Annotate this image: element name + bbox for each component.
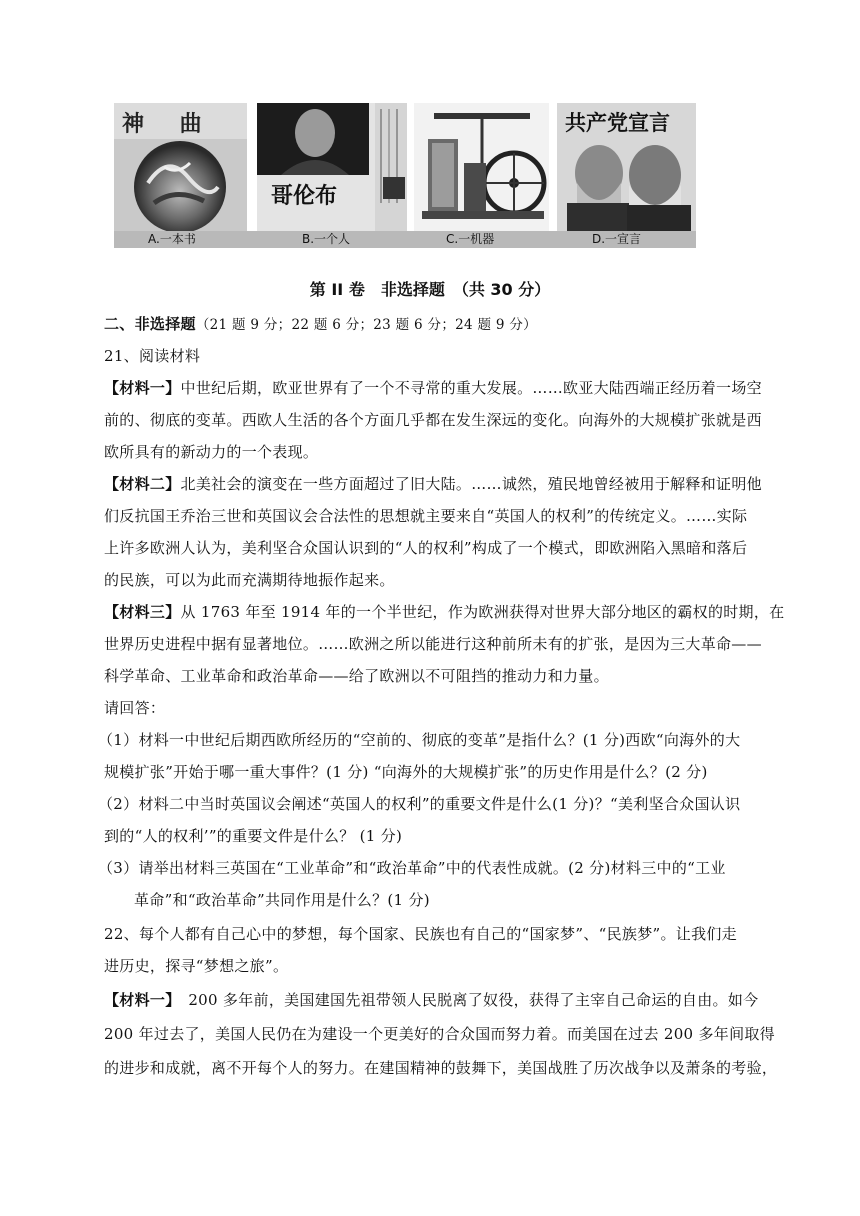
q22-material1-line1: 【材料一】 200 多年前，美国建国先祖带领人民脱离了奴役，获得了主宰自己命运的自由。如今 <box>104 991 759 1009</box>
q21-material2-line1: 【材料二】北美社会的演变在一些方面超过了旧大陆。……诚然，殖民地曾经被用于解释和证明他 <box>104 475 762 493</box>
steam-engine-image <box>414 103 549 231</box>
caption-a: A.一本书 <box>148 232 196 246</box>
panel-a-header: 神 曲 <box>122 111 216 137</box>
q21-ask: 请回答： <box>104 699 166 717</box>
panel-d-header: 共产党宣言 <box>565 111 670 135</box>
q21-sub3-line1: （3）请举出材料三英国在“工业革命”和“政治革命”中的代表性成就。(2 分)材料三中的“工业 <box>98 859 726 877</box>
q22-material1-label: 【材料一】 <box>104 991 174 1009</box>
q21-sub1-line1: （1）材料一中世纪后期西欧所经历的“空前的、彻底的变革”是指什么？(1 分)西欧“向海外的大 <box>98 731 741 749</box>
part-heading-label: 二、非选择题 <box>104 315 196 333</box>
q21-material1-line1: 【材料一】中世纪后期，欧亚世界有了一个不寻常的重大发展。……欧亚大陆西端正经历着一场空 <box>104 379 762 397</box>
book-cover-image <box>114 103 247 231</box>
caption-b: B.一个人 <box>302 232 351 246</box>
section-title: 第 II 卷 非选择题 （共 30 分） <box>309 280 551 299</box>
caption-c: C.一机器 <box>446 232 495 246</box>
q21-material3-line2: 世界历史进程中据有显著地位。……欧洲之所以能进行这种前所未有的扩张，是因为三大革命—— <box>104 635 762 653</box>
question-image-strip <box>114 103 696 245</box>
q21-intro: 21、阅读材料 <box>104 347 201 365</box>
material2-label: 【材料二】 <box>104 475 181 493</box>
q22-intro-line2: 进历史，探寻“梦想之旅”。 <box>104 957 289 975</box>
q21-material1-line2: 前的、彻底的变革。西欧人生活的各个方面几乎都在发生深远的变化。向海外的大规模扩张就是西 <box>104 411 762 429</box>
part-heading <box>104 314 537 335</box>
q21-material3-line3: 科学革命、工业革命和政治革命——给了欧洲以不可阻挡的推动力和力量。 <box>104 667 609 685</box>
part-heading-note: （21 题 9 分；22 题 6 分；23 题 6 分；24 题 9 分） <box>195 317 537 333</box>
q21-sub3-line2: 革命”和“政治革命”共同作用是什么？(1 分) <box>134 891 430 909</box>
q21-sub2-line2: 到的“人的权利’”的重要文件是什么？ (1 分) <box>104 827 403 845</box>
caption-d: D.一宣言 <box>592 232 642 246</box>
marx-engels-portrait-image <box>557 103 696 231</box>
q22-intro-line1: 22、每个人都有自己心中的梦想，每个国家、民族也有自己的“国家梦”、“民族梦”。让我们走 <box>104 925 737 943</box>
q21-material2-line3: 上许多欧洲人认为，美利坚合众国认识到的“人的权利”构成了一个模式，即欧洲陷入黑暗和落后 <box>104 539 748 557</box>
q21-material1-line3: 欧所具有的新动力的一个表现。 <box>104 443 319 461</box>
material3-label: 【材料三】 <box>104 603 181 621</box>
q22-material1-line2: 200 年过去了，美国人民仍在为建设一个更美好的合众国而努力着。而美国在过去 200 多年间取得 <box>104 1025 775 1043</box>
q21-material2-line2: 们反抗国王乔治三世和英国议会合法性的思想就主要来自“英国人的权利”的传统定义。……实际 <box>104 507 748 525</box>
q21-material3-line1: 【材料三】从 1763 年至 1914 年的一个半世纪，作为欧洲获得对世界大部分地区的霸权的时期，在 <box>104 603 785 621</box>
material1-label: 【材料一】 <box>104 379 181 397</box>
q21-material2-line4: 的民族，可以为此而充满期待地振作起来。 <box>104 571 395 589</box>
columbus-portrait-image <box>257 103 407 231</box>
q22-material1-line3: 的进步和成就，离不开每个人的努力。在建国精神的鼓舞下，美国战胜了历次战争以及萧条的考验， <box>104 1059 778 1077</box>
q21-sub1-line2: 规模扩张”开始于哪一重大事件？(1 分) “向海外的大规模扩张”的历史作用是什么？(2 分) <box>104 763 708 781</box>
panel-b-header: 哥伦布 <box>271 183 338 209</box>
q21-sub2-line1: （2）材料二中当时英国议会阐述“英国人的权利”的重要文件是什么(1 分)？“美利坚合众国认识 <box>98 795 741 813</box>
